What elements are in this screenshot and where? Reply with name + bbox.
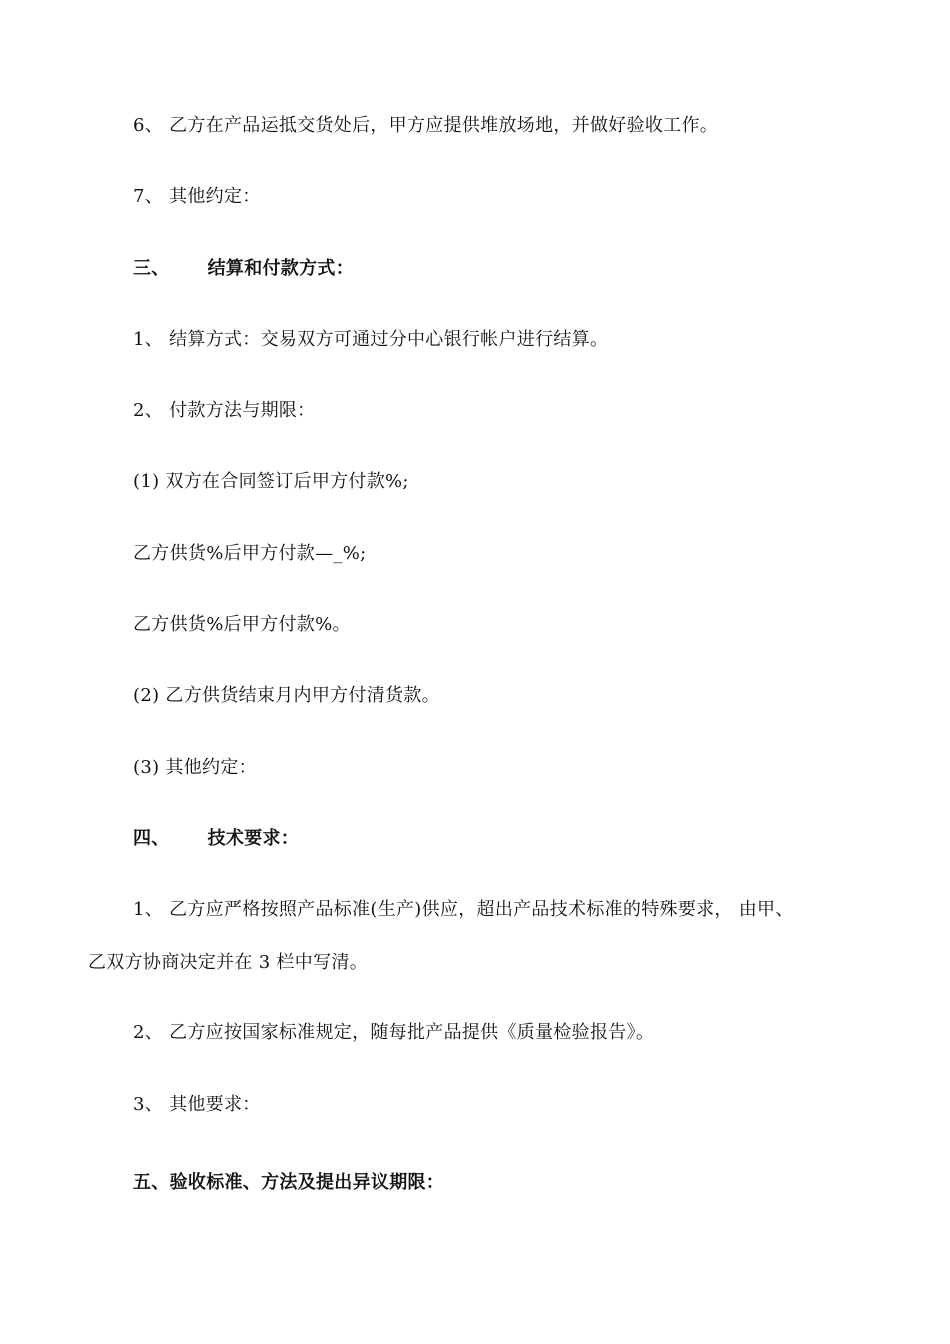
section-4-heading <box>133 827 299 851</box>
clause-1-settlement-method: 1、 结算方式：交易双方可通过分中心银行帐户进行结算。 <box>133 329 609 350</box>
tech-clause-1-continuation: 乙双方协商决定并在 3 栏中写清。 <box>88 952 368 973</box>
payment-item-1: (1) 双方在合同签订后甲方付款%; <box>133 471 409 492</box>
payment-item-2: (2) 乙方供货结束月内甲方付清货款。 <box>133 685 440 706</box>
payment-item-1-continuation-b: 乙方供货%后甲方付款%。 <box>133 614 351 635</box>
section-4-number: 四、 <box>133 828 170 849</box>
section-4-title: 技术要求： <box>207 828 300 849</box>
section-3-number: 三、 <box>133 258 170 279</box>
clause-6-delivery-storage: 6、 乙方在产品运抵交货处后，甲方应提供堆放场地，并做好验收工作。 <box>133 115 719 136</box>
section-5-heading: 五、验收标准、方法及提出异议期限： <box>133 1172 445 1193</box>
clause-7-other-agreements: 7、 其他约定： <box>133 186 261 207</box>
tech-clause-1: 1、 乙方应严格按照产品标准(生产)供应，超出产品技术标准的特殊要求， 由甲、 <box>133 899 794 920</box>
payment-item-3: (3) 其他约定： <box>133 757 257 778</box>
tech-clause-2: 2、 乙方应按国家标准规定，随每批产品提供《质量检验报告》。 <box>133 1022 655 1043</box>
tech-clause-3: 3、 其他要求： <box>133 1094 261 1115</box>
section-3-title: 结算和付款方式： <box>207 258 355 279</box>
clause-2-payment-terms: 2、 付款方法与期限： <box>133 400 316 421</box>
section-3-heading <box>133 257 354 281</box>
payment-item-1-continuation-a: 乙方供货%后甲方付款—_%; <box>133 543 367 564</box>
